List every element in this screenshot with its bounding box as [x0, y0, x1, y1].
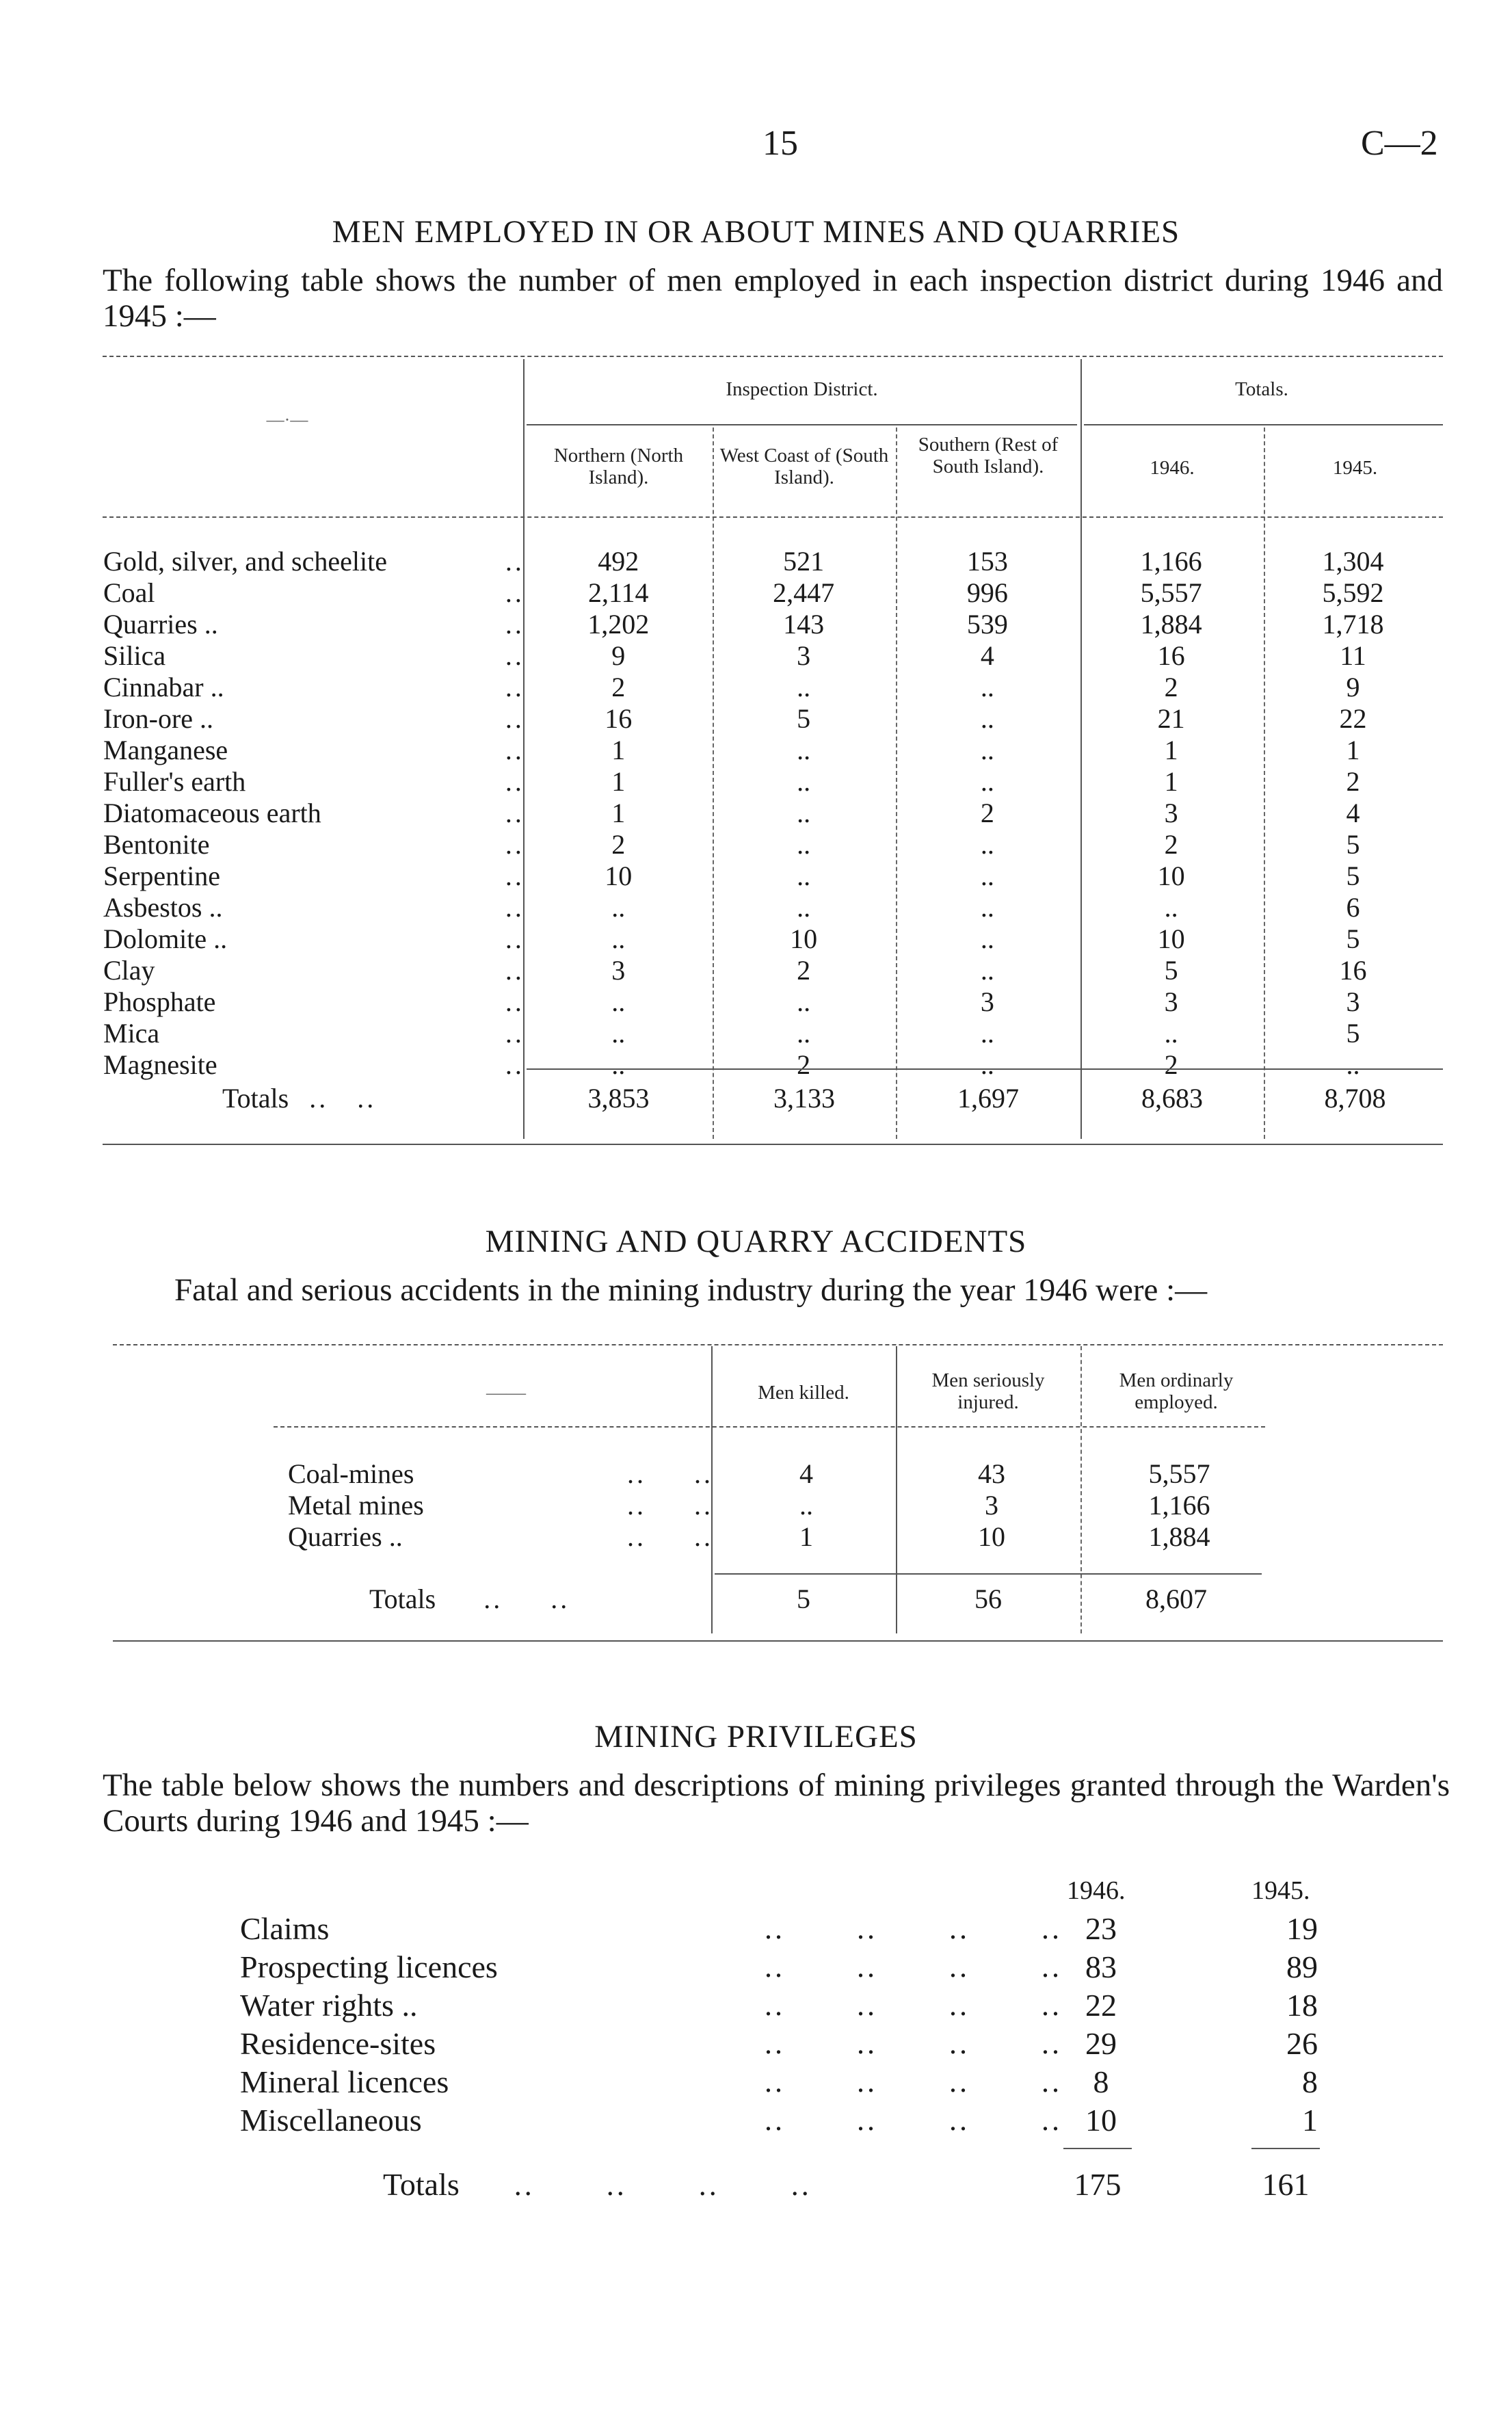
privileges-title: MINING PRIVILEGES — [594, 1719, 918, 1755]
cell-northern: .. — [611, 986, 626, 1017]
cell-west-coast: .. — [797, 860, 811, 891]
row-label: Residence-sites — [240, 2026, 436, 2061]
cell-killed: 1 — [799, 1521, 813, 1552]
total-west-coast: 3,133 — [773, 1083, 835, 1114]
cell-1945: 5,592 — [1322, 577, 1384, 608]
cell-southern: 539 — [966, 609, 1008, 640]
cell-1945: 1 — [1302, 2103, 1318, 2138]
cell-southern: .. — [980, 892, 994, 923]
row-label: Iron-ore .. — [103, 703, 214, 734]
header-1946: 1946. — [1150, 457, 1195, 479]
cell-killed: 4 — [799, 1458, 813, 1489]
leader-dots: .. .. — [627, 1521, 713, 1552]
cell-northern: 1 — [611, 766, 626, 797]
page-code: C—2 — [1361, 124, 1438, 163]
cell-northern: 2,114 — [588, 577, 649, 608]
cell-southern: .. — [980, 735, 994, 765]
cell-1945: 2 — [1346, 766, 1360, 797]
accidents-intro: Fatal and serious accidents in the mining industry during the year 1946 were :— — [174, 1272, 1208, 1308]
row-label: Clay — [103, 955, 155, 986]
leader-dots: .. — [505, 829, 525, 860]
cell-1946: 1 — [1164, 735, 1178, 765]
cell-1945: 16 — [1339, 955, 1367, 986]
cell-west-coast: 2 — [797, 955, 811, 986]
cell-northern: 10 — [605, 860, 633, 891]
cell-1945: 5 — [1346, 860, 1360, 891]
employment-title: MEN EMPLOYED IN OR ABOUT MINES AND QUARRIES — [332, 214, 1180, 250]
cell-1946: 1 — [1164, 766, 1178, 797]
leader-dots: .. — [505, 735, 525, 765]
cell-1946: 2 — [1164, 1049, 1178, 1080]
table-row — [287, 1458, 1274, 1490]
total-1946: 8,683 — [1141, 1083, 1203, 1114]
group-header-totals: Totals. — [1235, 378, 1288, 400]
table-row — [103, 609, 1443, 640]
cell-southern: 996 — [966, 577, 1008, 608]
leader-dots: .. — [505, 986, 525, 1017]
cell-west-coast: .. — [797, 892, 811, 923]
leader-dots: .. — [505, 672, 525, 702]
row-label: Dolomite .. — [103, 923, 228, 954]
totals-label: Totals .. .. — [222, 1083, 377, 1114]
priv-totals-rule — [1251, 2148, 1320, 2149]
row-label: Cinnabar .. — [103, 672, 224, 702]
leader-dots: .. — [505, 860, 525, 891]
table-row — [103, 766, 1443, 798]
cell-southern: .. — [980, 829, 994, 860]
leader-dots: .. — [505, 640, 525, 671]
priv-total-1946: 175 — [1074, 2167, 1122, 2202]
table-row — [103, 860, 1443, 892]
cell-west-coast: .. — [797, 829, 811, 860]
row-label: Asbestos .. — [103, 892, 223, 923]
cell-1945: 5 — [1346, 1018, 1360, 1049]
cell-1945: 8 — [1302, 2064, 1318, 2099]
cell-1946: 21 — [1157, 703, 1185, 734]
cell-southern: .. — [980, 923, 994, 954]
cell-northern: 2 — [611, 829, 626, 860]
cell-injured: 10 — [978, 1521, 1005, 1552]
stub-dash: —·— — [266, 410, 308, 430]
cell-west-coast: .. — [797, 672, 811, 702]
table-row — [103, 672, 1443, 703]
cell-southern: .. — [980, 1018, 994, 1049]
cell-1945: 26 — [1286, 2026, 1318, 2061]
header-men-employed: Men ordinarly employed. — [1119, 1369, 1234, 1413]
acc-total-killed: 5 — [797, 1583, 810, 1614]
row-label: Quarries .. — [103, 609, 218, 640]
cell-west-coast: .. — [797, 1018, 811, 1049]
cell-1946: 3 — [1164, 798, 1178, 828]
row-label: Diatomaceous earth — [103, 798, 321, 828]
leader-dots: .. — [505, 892, 525, 923]
cell-killed: .. — [799, 1490, 813, 1521]
row-label: Mineral licences — [240, 2064, 449, 2099]
leader-dots: .. — [505, 577, 525, 608]
table-row — [239, 2025, 1318, 2063]
table-row — [103, 703, 1443, 735]
table-row — [103, 1018, 1443, 1049]
table-row — [239, 2101, 1318, 2140]
cell-1946: 3 — [1164, 986, 1178, 1017]
cell-west-coast: 3 — [797, 640, 811, 671]
cell-southern: .. — [980, 672, 994, 702]
leader-dots: .. .. .. .. — [765, 1988, 1062, 2022]
leader-dots: .. .. .. .. — [765, 1950, 1062, 1984]
row-label: Claims — [240, 1911, 330, 1946]
cell-1946: 10 — [1157, 860, 1185, 891]
cell-northern: .. — [611, 1018, 626, 1049]
header-bottom-rule — [103, 516, 1443, 518]
leader-dots: .. .. .. .. — [765, 2065, 1062, 2099]
employment-table — [103, 546, 1443, 1081]
cell-southern: 3 — [980, 986, 994, 1017]
header-southern: Southern (Rest of South Island). — [918, 434, 1059, 477]
cell-1946: 5,557 — [1140, 577, 1202, 608]
table-row — [103, 923, 1443, 955]
cell-northern: 16 — [605, 703, 633, 734]
cell-west-coast: 5 — [797, 703, 811, 734]
row-label: Water rights .. — [240, 1988, 418, 2023]
cell-injured: 3 — [985, 1490, 998, 1521]
cell-northern: 492 — [598, 546, 639, 577]
cell-1946: 83 — [1085, 1949, 1117, 1984]
header-men-killed: Men killed. — [758, 1382, 849, 1404]
cell-employed: 1,884 — [1148, 1521, 1210, 1552]
cell-1945: 5 — [1346, 829, 1360, 860]
table-row — [103, 640, 1443, 672]
leader-dots: .. .. — [627, 1490, 713, 1521]
cell-northern: .. — [611, 892, 626, 923]
table-row — [103, 955, 1443, 986]
acc-totals-label: Totals .. .. — [369, 1583, 570, 1614]
row-label: Phosphate — [103, 986, 216, 1017]
cell-1946: 10 — [1157, 923, 1185, 954]
table-row — [239, 2063, 1318, 2101]
table-row — [287, 1521, 1274, 1553]
stub-dash: —— — [486, 1382, 526, 1404]
cell-employed: 1,166 — [1148, 1490, 1210, 1521]
table-row — [239, 1948, 1318, 1986]
cell-southern: .. — [980, 860, 994, 891]
cell-west-coast: .. — [797, 735, 811, 765]
cell-1946: 5 — [1164, 955, 1178, 986]
acc-total-injured: 56 — [974, 1583, 1002, 1614]
leader-dots: .. .. .. .. — [765, 2103, 1062, 2137]
cell-1945: 9 — [1346, 672, 1360, 702]
cell-injured: 43 — [978, 1458, 1005, 1489]
row-label: Silica — [103, 640, 166, 671]
table-row — [239, 1910, 1318, 1948]
cell-1945: 19 — [1286, 1911, 1318, 1946]
leader-dots: .. — [505, 1018, 525, 1049]
cell-1945: 5 — [1346, 923, 1360, 954]
cell-1945: 89 — [1286, 1949, 1318, 1984]
acc-bottom-rule — [113, 1640, 1443, 1642]
row-label: Bentonite — [103, 829, 210, 860]
acc-top-rule — [113, 1344, 1443, 1345]
cell-1946: 2 — [1164, 829, 1178, 860]
row-label: Miscellaneous — [240, 2103, 422, 2138]
acc-total-employed: 8,607 — [1145, 1583, 1207, 1614]
cell-employed: 5,557 — [1148, 1458, 1210, 1489]
cell-1945: 3 — [1346, 986, 1360, 1017]
cell-southern: 2 — [980, 798, 994, 828]
cell-southern: .. — [980, 766, 994, 797]
row-label: Serpentine — [103, 860, 221, 891]
row-label: Coal-mines — [288, 1458, 414, 1489]
cell-1945: 11 — [1340, 640, 1366, 671]
cell-northern: .. — [611, 923, 626, 954]
cell-1946: 10 — [1085, 2103, 1117, 2138]
acc-totals-rule — [715, 1573, 1262, 1575]
table-row — [103, 546, 1443, 577]
acc-header-rule — [274, 1426, 1265, 1428]
table-row — [103, 577, 1443, 609]
table-row — [103, 798, 1443, 829]
privileges-intro: The table below shows the numbers and descriptions of mining privileges granted through the Warden's Courts during 1946 and 1945 :— — [103, 1767, 1450, 1839]
cell-1945: 1,304 — [1322, 546, 1384, 577]
total-northern: 3,853 — [587, 1083, 650, 1114]
leader-dots: .. — [505, 703, 525, 734]
cell-1946: 1,884 — [1140, 609, 1202, 640]
row-label: Gold, silver, and scheelite — [103, 546, 387, 577]
table-row — [103, 1049, 1443, 1081]
privileges-table — [239, 1910, 1318, 2140]
leader-dots: .. — [505, 798, 525, 828]
leader-dots: .. .. .. .. — [765, 1912, 1062, 1945]
cell-southern: 4 — [980, 640, 994, 671]
cell-west-coast: .. — [797, 766, 811, 797]
cell-1946: 8 — [1093, 2064, 1109, 2099]
cell-southern: 153 — [966, 546, 1008, 577]
cell-west-coast: 143 — [783, 609, 825, 640]
cell-northern: .. — [611, 1049, 626, 1080]
cell-northern: 1 — [611, 735, 626, 765]
row-label: Prospecting licences — [240, 1949, 498, 1984]
total-1945: 8,708 — [1324, 1083, 1386, 1114]
cell-1946: 22 — [1085, 1988, 1117, 2023]
group-rule — [527, 424, 1077, 425]
cell-southern: .. — [980, 955, 994, 986]
totals-rule — [527, 1068, 1443, 1070]
group-rule — [1084, 424, 1443, 425]
priv-header-1945: 1945. — [1251, 1876, 1310, 1905]
cell-southern: .. — [980, 703, 994, 734]
leader-dots: .. — [505, 923, 525, 954]
total-southern: 1,697 — [957, 1083, 1019, 1114]
cell-1946: .. — [1164, 892, 1178, 923]
leader-dots: .. — [505, 546, 525, 577]
priv-header-1946: 1946. — [1067, 1876, 1126, 1905]
accidents-title: MINING AND QUARRY ACCIDENTS — [485, 1224, 1027, 1259]
leader-dots: .. — [505, 1049, 525, 1080]
cell-1946: 2 — [1164, 672, 1178, 702]
header-men-injured: Men seriously injured. — [931, 1369, 1045, 1413]
cell-northern: 1 — [611, 798, 626, 828]
row-label: Quarries .. — [288, 1521, 403, 1552]
cell-1945: 1,718 — [1322, 609, 1384, 640]
table-row — [287, 1490, 1274, 1521]
cell-west-coast: 10 — [790, 923, 818, 954]
table-row — [103, 986, 1443, 1018]
cell-west-coast: 521 — [783, 546, 825, 577]
row-label: Fuller's earth — [103, 766, 246, 797]
cell-1945: 6 — [1346, 892, 1360, 923]
cell-1946: 1,166 — [1140, 546, 1202, 577]
cell-northern: 1,202 — [587, 609, 650, 640]
cell-northern: 3 — [611, 955, 626, 986]
table-row — [103, 735, 1443, 766]
row-label: Mica — [103, 1018, 160, 1049]
header-northern: Northern (North Island). — [553, 445, 684, 488]
table-row — [239, 1986, 1318, 2025]
table-row — [103, 892, 1443, 923]
cell-west-coast: 2 — [797, 1049, 811, 1080]
row-label: Coal — [103, 577, 155, 608]
table-bottom-rule — [103, 1144, 1443, 1145]
leader-dots: .. .. .. .. — [765, 2027, 1062, 2060]
cell-1945: 18 — [1286, 1988, 1318, 2023]
row-label: Manganese — [103, 735, 228, 765]
cell-1945: .. — [1346, 1049, 1360, 1080]
row-label: Magnesite — [103, 1049, 217, 1080]
cell-southern: .. — [980, 1049, 994, 1080]
leader-dots: .. — [505, 766, 525, 797]
cell-northern: 2 — [611, 672, 626, 702]
leader-dots: .. .. — [627, 1458, 713, 1489]
cell-1945: 22 — [1339, 703, 1367, 734]
cell-1945: 4 — [1346, 798, 1360, 828]
header-west-coast: West Coast of (South Island). — [719, 445, 889, 488]
priv-totals-label: Totals .. .. .. .. — [383, 2167, 812, 2202]
cell-west-coast: .. — [797, 986, 811, 1017]
cell-1946: 16 — [1157, 640, 1185, 671]
table-row — [103, 829, 1443, 860]
table-top-rule — [103, 356, 1443, 357]
accidents-table — [287, 1458, 1274, 1553]
priv-total-1945: 161 — [1262, 2167, 1310, 2202]
cell-1946: .. — [1164, 1018, 1178, 1049]
header-1945: 1945. — [1332, 457, 1378, 479]
cell-1946: 23 — [1085, 1911, 1117, 1946]
page-number: 15 — [762, 124, 798, 163]
row-label: Metal mines — [288, 1490, 424, 1521]
priv-totals-rule — [1063, 2148, 1132, 2149]
cell-1946: 29 — [1085, 2026, 1117, 2061]
employment-intro: The following table shows the number of men employed in each inspection district during 1946 and 1945 :— — [103, 263, 1443, 334]
cell-west-coast: .. — [797, 798, 811, 828]
cell-west-coast: 2,447 — [773, 577, 835, 608]
cell-1945: 1 — [1346, 735, 1360, 765]
group-header-inspection: Inspection District. — [726, 378, 878, 400]
cell-northern: 9 — [611, 640, 626, 671]
leader-dots: .. — [505, 609, 525, 640]
leader-dots: .. — [505, 955, 525, 986]
